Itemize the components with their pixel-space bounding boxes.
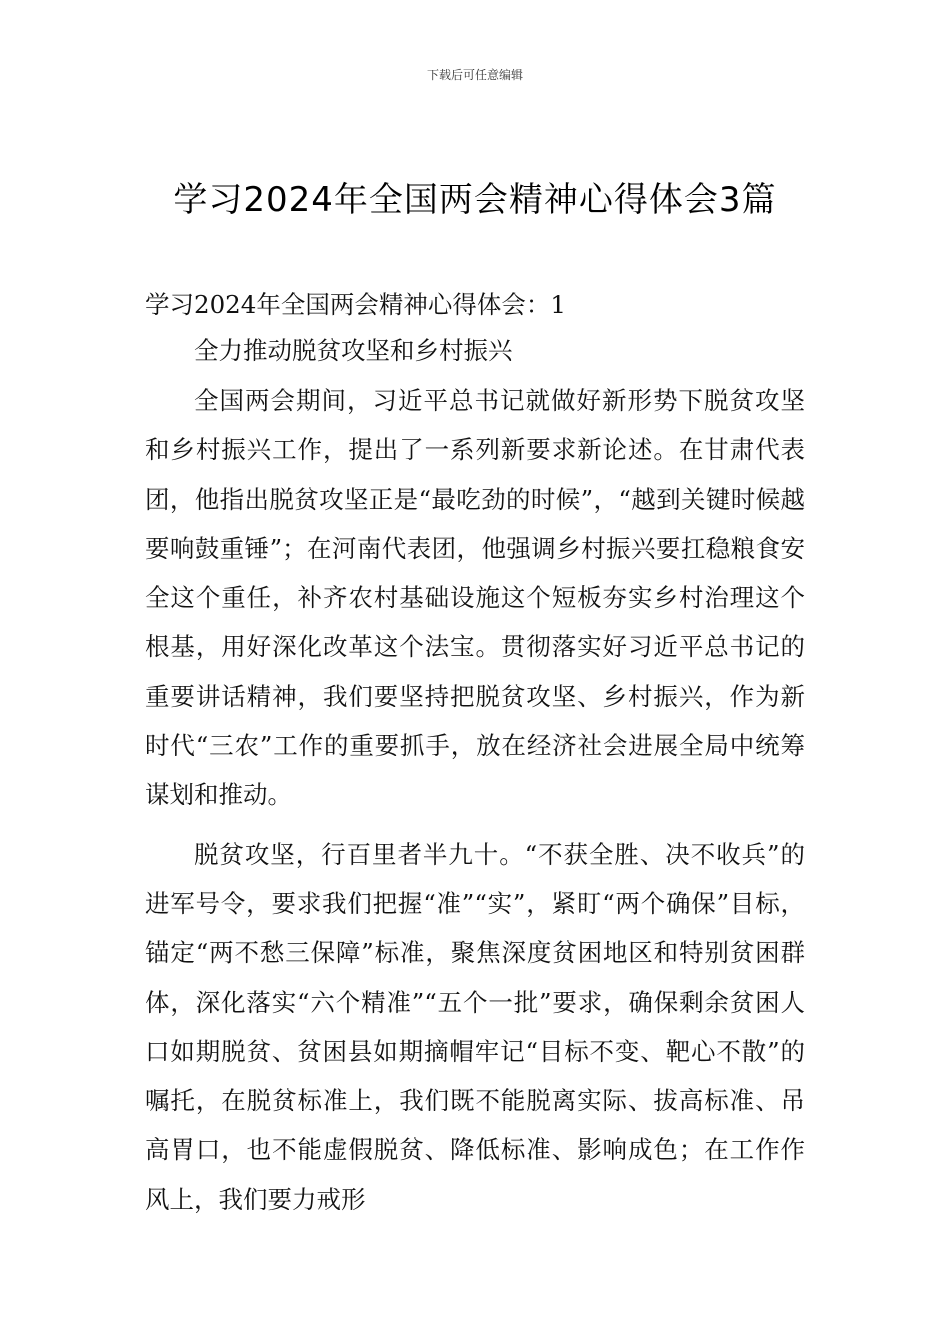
paragraph: 全国两会期间，习近平总书记就做好新形势下脱贫攻坚和乡村振兴工作，提出了一系列新要求新论述。在甘肃代表团，他指出脱贫攻坚正是“最吃劲的时候”，“越到关键时候越要响鼓重锤”；在河南代表团，他强调乡村振兴要扛稳粮食安全这个重任，补齐农村基础设施这个短板夯实乡村治理这个根基，用好深化改革这个法宝。贯彻落实好习近平总书记的重要讲话精神，我们要坚持把脱贫攻坚、乡村振兴，作为新时代“三农”工作的重要抓手，放在经济社会进展全局中统筹谋划和推动。 bbox=[145, 386, 805, 810]
section-heading: 学习2024年全国两会精神心得体会：1 bbox=[145, 290, 566, 319]
sub-title: 全力推动脱贫攻坚和乡村振兴 bbox=[194, 336, 513, 365]
paragraph: 脱贫攻坚，行百里者半九十。“不获全胜、决不收兵”的进军号令，要求我们把握“准”“实”，紧盯“两个确保”目标，锚定“两不愁三保障”标准，聚焦深度贫困地区和特别贫困群体，深化落实“六个精准”“五个一批”要求，确保剩余贫困人口如期脱贫、贫困县如期摘帽牢记“目标不变、靶心不散”的嘱托，在脱贫标准上，我们既不能脱离实际、拔高标准、吊高胃口，也不能虚假脱贫、降低标准、影响成色；在工作作风上，我们要力戒形 bbox=[145, 839, 805, 1214]
document-title: 学习2024年全国两会精神心得体会3篇 bbox=[173, 180, 777, 220]
header-note: 下载后可任意编辑 bbox=[426, 68, 523, 82]
document-body bbox=[145, 282, 805, 1224]
